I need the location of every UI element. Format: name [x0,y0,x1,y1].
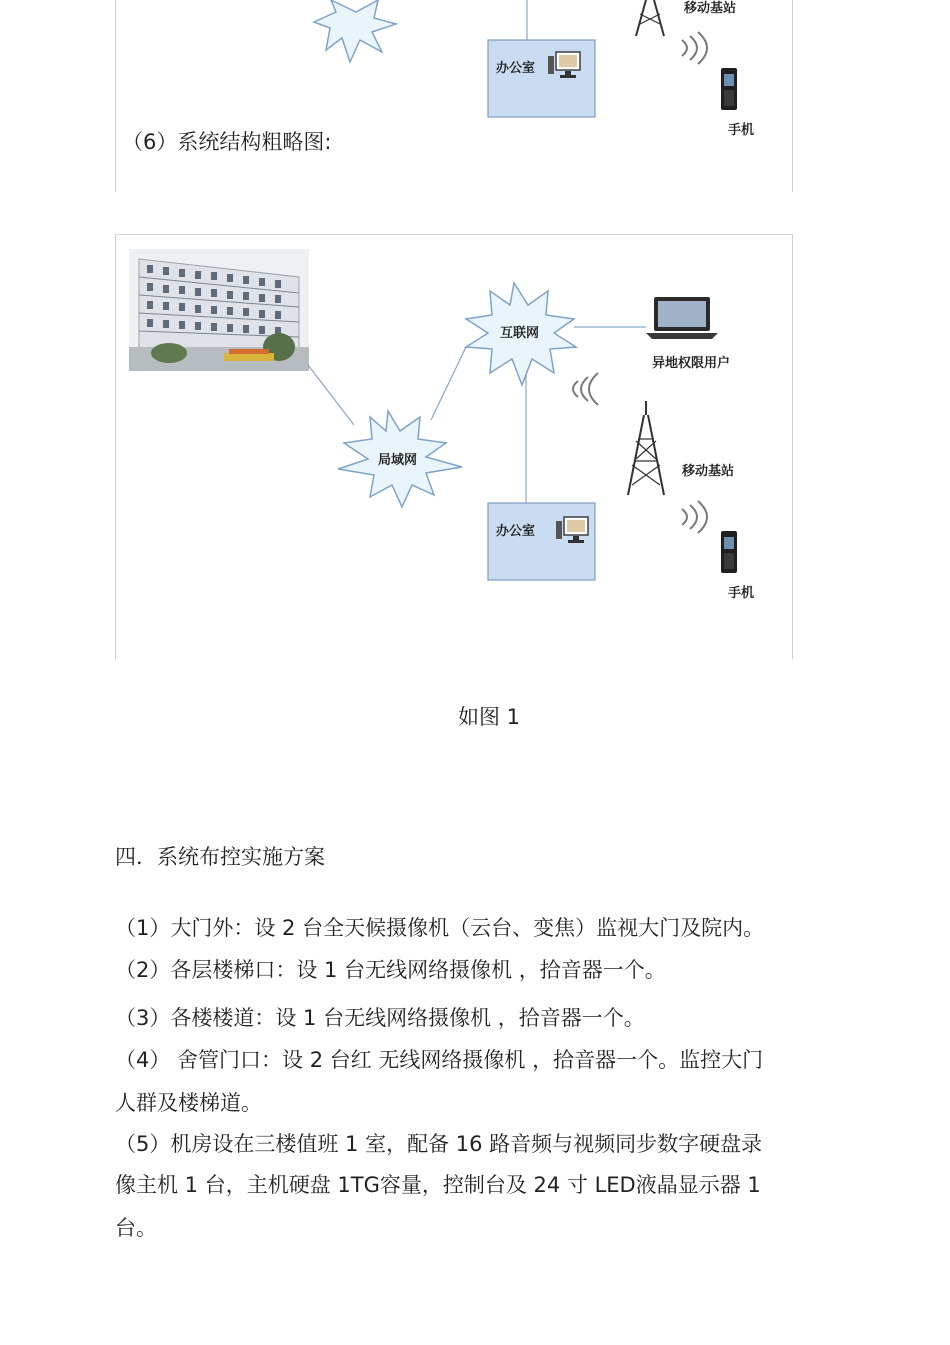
phone-icon [721,68,737,110]
main-diagram-frame [115,234,793,659]
figure-caption: 如图 1 [458,705,521,729]
wifi-waves-icon [682,501,707,533]
internet-label: 互联网 [500,326,540,341]
top-diagram-frame [115,0,793,192]
main-diagram [116,235,792,659]
section-heading: 四．系统布控实施方案 [115,845,325,869]
diagram-caption: （6）系统结构粗略图: [122,130,332,154]
list-item: （1）大门外：设 2 台全天候摄像机（云台、变焦）监视大门及院内。 [115,916,765,940]
mobile-base-label: 移动基站 [682,464,735,479]
phone-label: 手机 [728,586,755,601]
list-item: 像主机 1 台，主机硬盘 1TG容量，控制台及 24 寸 LED液晶显示器 1 [115,1173,761,1197]
cell-tower-icon [636,0,664,36]
link-lan-internet [431,347,466,420]
lan-burst-partial [314,0,396,62]
lan-label: 局域网 [378,453,418,468]
phone-icon [721,531,737,573]
list-item: （3）各楼楼道：设 1 台无线网络摄像机 ，拾音器一个。 [115,1006,645,1030]
mobile-base-label: 移动基站 [684,1,737,16]
list-item: （2）各层楼梯口：设 1 台无线网络摄像机 ，拾音器一个。 [115,958,666,982]
link-building-lan [308,365,354,425]
list-item: （4） 舍管门口：设 2 台红 无线网络摄像机 ，拾音器一个。监控大门 [115,1048,764,1072]
laptop-icon [646,297,718,339]
top-diagram [116,0,792,192]
list-item: 人群及楼梯道。 [115,1091,262,1115]
remote-user-label: 异地权限用户 [652,356,731,371]
office-label: 办公室 [496,61,536,76]
office-label: 办公室 [496,524,536,539]
cell-tower-icon [628,401,664,495]
phone-label: 手机 [728,123,755,138]
list-item: 台。 [115,1216,157,1240]
wifi-waves-icon [682,32,707,64]
wifi-waves-icon [573,373,598,405]
list-item: （5）机房设在三楼值班 1 室，配备 16 路音频与视频同步数字硬盘录 [115,1132,763,1156]
